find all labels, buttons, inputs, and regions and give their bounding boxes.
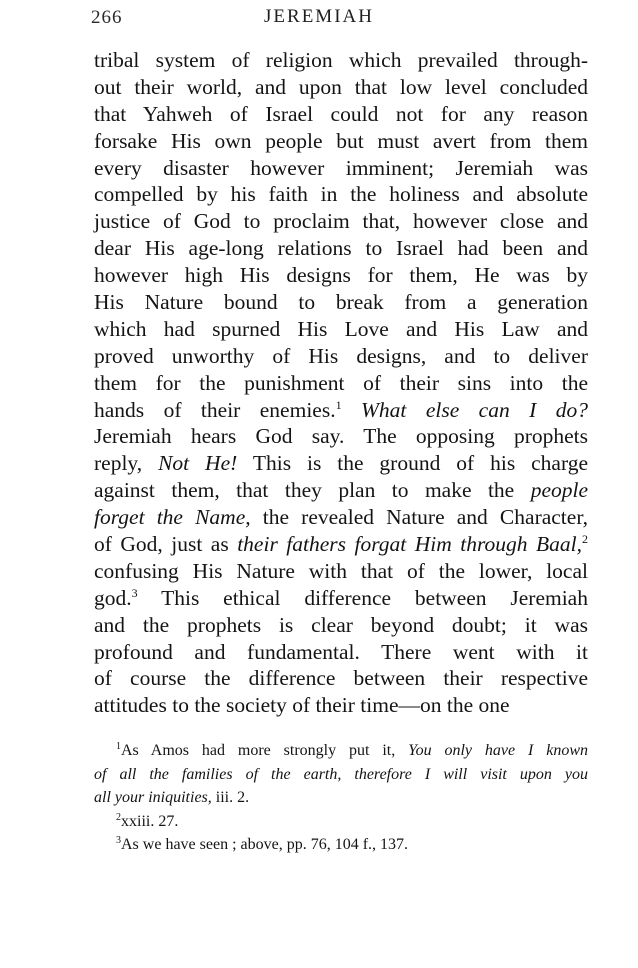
text-run: hands of their enemies. [94, 397, 336, 422]
text-line: dear His age-long relations to Israel had been and [94, 236, 588, 261]
text-line [94, 477, 588, 504]
text-line: out their world, and upon that low level concluded [94, 74, 588, 99]
text-line: attitudes to the society of their time—on the one [94, 693, 510, 718]
footnote-quote: all your iniquities, [94, 789, 212, 806]
text-run: god. [94, 585, 132, 610]
text-line: which had spurned His Love and His Law and [94, 316, 588, 341]
running-title: JEREMIAH [264, 6, 374, 27]
quotation: forget the Name, [94, 505, 251, 530]
text-run: the revealed Nature and Character, [262, 505, 589, 530]
text-line: them for the punishment of their sins into the [94, 370, 588, 395]
quotation: What else can I do? [361, 397, 588, 422]
body-text [94, 47, 588, 719]
footnote-text: As we have seen ; above, pp. 76, 104 f., 137. [121, 836, 409, 853]
footnote-1-cont [94, 786, 588, 810]
text-line [94, 531, 588, 558]
text-line: proved unworthy of His designs, and to deliver [94, 343, 588, 368]
text-line [94, 397, 588, 424]
text-run: This ethical difference between Jeremiah [161, 585, 588, 610]
footnote-mark: 3 [116, 835, 121, 846]
text-line: every disaster however imminent; Jeremiah was [94, 155, 588, 180]
quotation: people [530, 478, 588, 503]
text-line: profound and fundamental. There went with it [94, 639, 588, 664]
footnote-ref-3: 3 [131, 585, 138, 600]
footnote-1-cont [94, 763, 588, 787]
text-line: and the prophets is clear beyond doubt; it was [94, 612, 588, 637]
footnote-text: iii. 2. [215, 789, 250, 806]
footnote-mark: 2 [116, 811, 121, 823]
text-line: of course the difference between their respective [94, 666, 588, 691]
footnote-ref-1: 1 [335, 397, 342, 412]
footnotes [94, 739, 588, 857]
text-line [94, 450, 588, 477]
text-line: compelled by his faith in the holiness and absolute [94, 182, 588, 207]
text-line [94, 585, 588, 612]
text-line: justice of God to proclaim that, however close and [94, 209, 588, 234]
text-line: tribal system of religion which prevailed through- [94, 48, 588, 72]
text-line: forsake His own people but must avert from them [94, 128, 588, 153]
quotation: Not He! [158, 451, 238, 476]
footnote-ref-2: 2 [582, 532, 588, 547]
footnote-2 [94, 810, 588, 834]
text-line [94, 504, 588, 531]
text-run: reply, [94, 451, 143, 476]
text-line: that Yahweh of Israel could not for any reason [94, 101, 588, 126]
text-line: confusing His Nature with that of the lower, local [94, 558, 588, 583]
footnote-text: As Amos had more strongly put it, [121, 742, 396, 759]
footnote-quote: You only have I known [408, 742, 589, 759]
text-run: against them, that they plan to make the [94, 478, 515, 503]
footnote-text: xxiii. 27. [121, 812, 179, 830]
footnote-1 [94, 739, 588, 763]
footnote-mark: 1 [116, 741, 121, 752]
text-line: His Nature bound to break from a generation [94, 290, 588, 315]
footnote-quote: of all the families of the earth, therefore I will visit upon you [94, 765, 588, 783]
footnote-3 [94, 833, 588, 857]
quotation: their fathers forgat Him through Baal, [237, 532, 582, 557]
text-line: Jeremiah hears God say. The opposing prophets [94, 424, 588, 449]
text-run: This is the ground of his charge [252, 451, 589, 476]
page-number: 266 [91, 7, 123, 28]
text-run: of God, just as [94, 532, 229, 557]
text-line: however high His designs for them, He was by [94, 263, 588, 288]
